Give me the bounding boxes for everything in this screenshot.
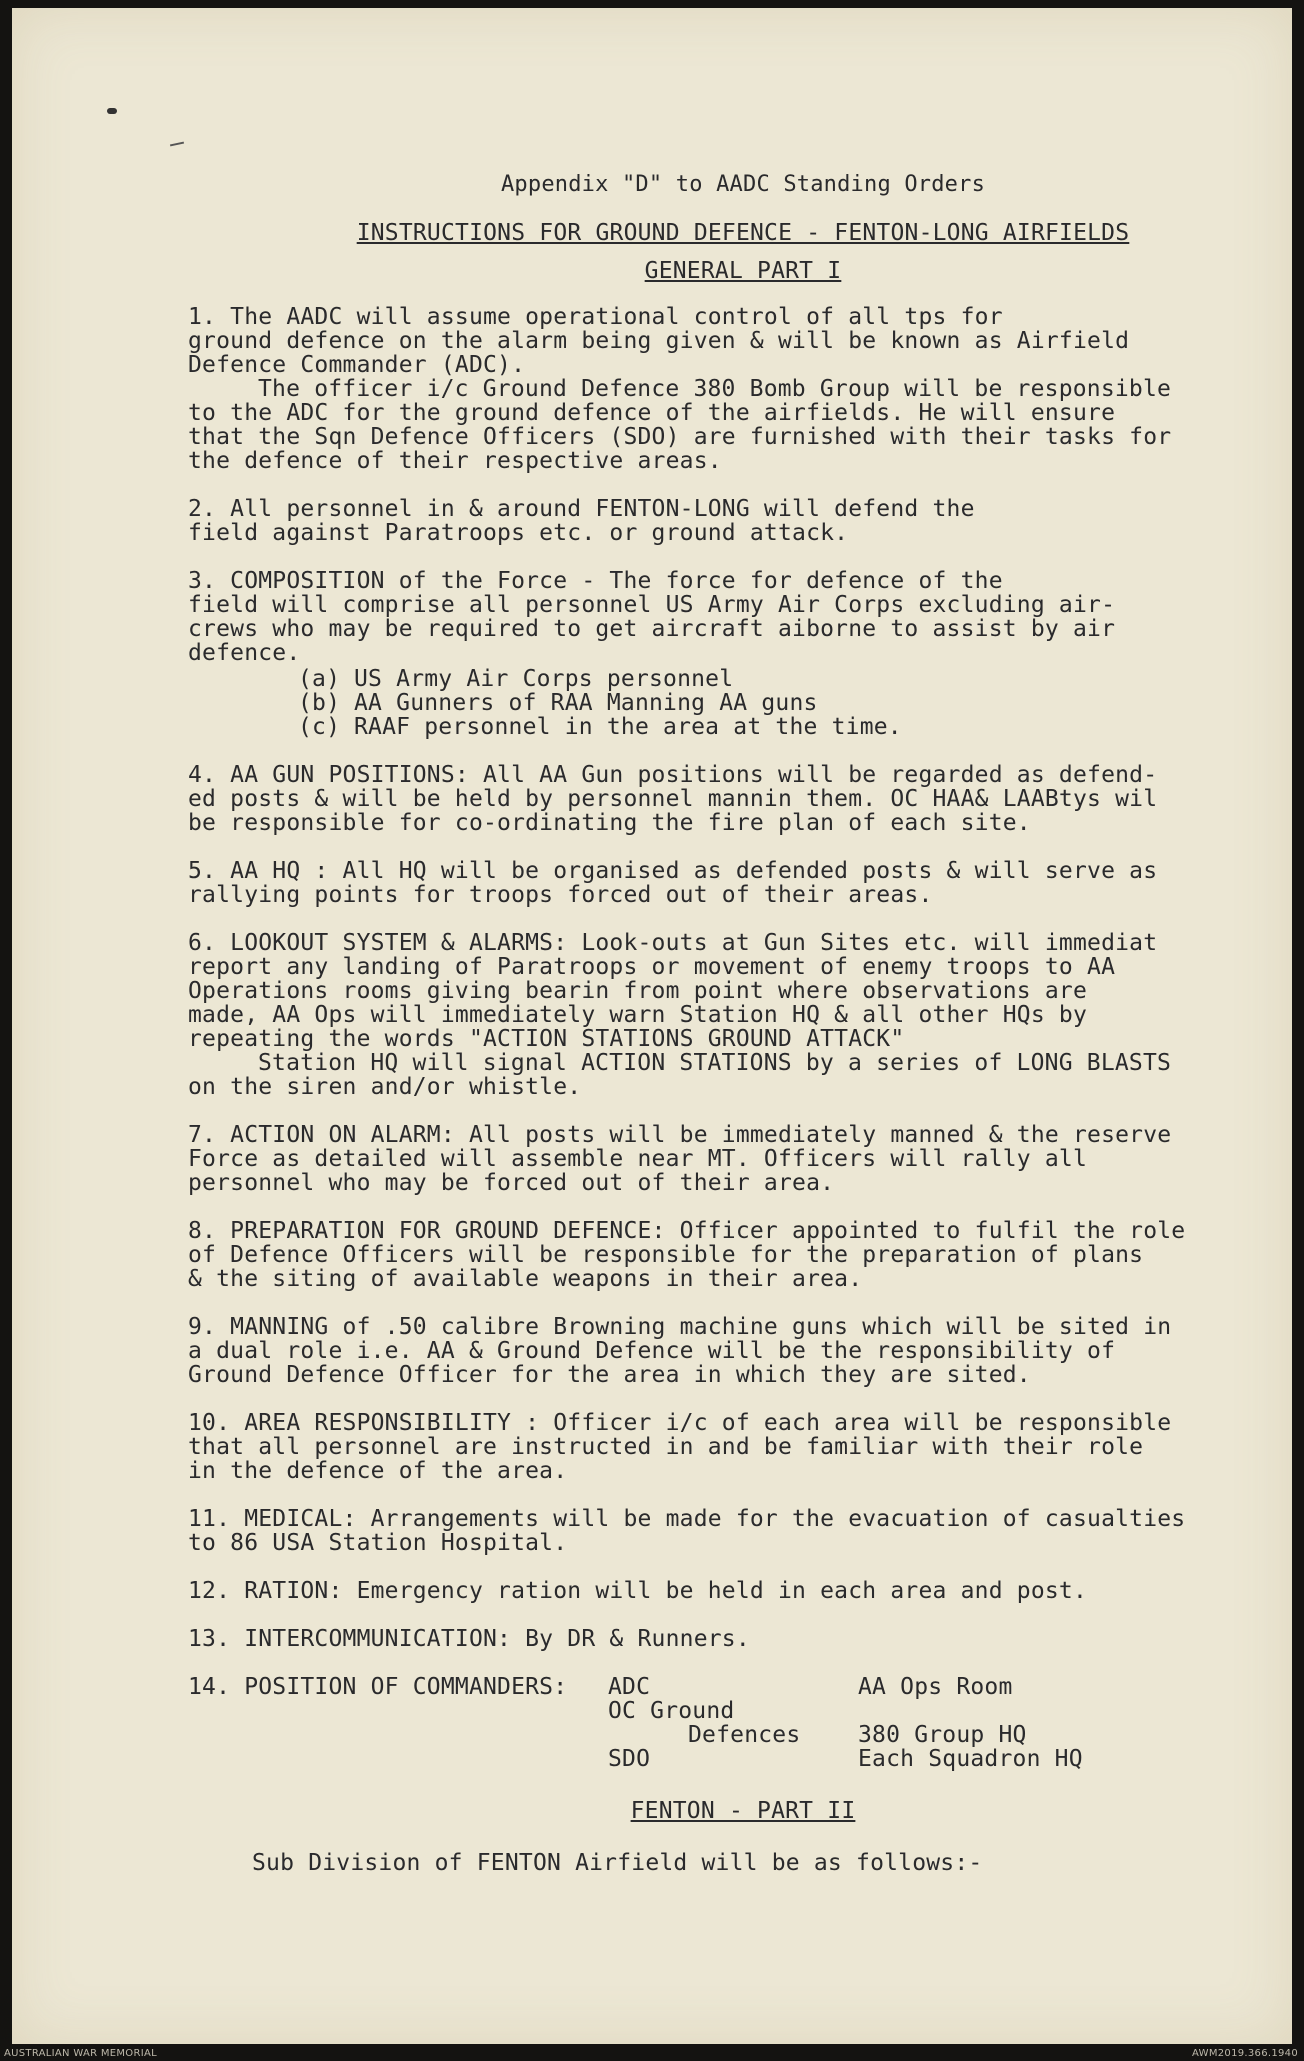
location-group-hq: 380 Group HQ — [858, 1722, 1027, 1748]
paragraph-line: ground defence on the alarm being given & will be known as Airfield — [188, 328, 1130, 354]
part-two-heading: FENTON - PART II — [630, 1798, 856, 1824]
subitem-list — [188, 667, 1258, 739]
paragraph-line: repeating the words "ACTION STATIONS GROUND ATTACK" — [188, 1026, 905, 1052]
paragraph-line: in the defence of the area. — [188, 1458, 568, 1484]
part-two-intro: Sub Division of FENTON Airfield will be as follows:- — [252, 1850, 983, 1876]
credit-accession: AWM2019.366.1940 — [1192, 2048, 1298, 2059]
subitem-label: (b) — [298, 690, 341, 716]
subitem-text: AA Gunners of RAA Manning AA guns — [354, 690, 818, 716]
credit-institution: AUSTRALIAN WAR MEMORIAL — [4, 2048, 157, 2059]
paragraph-line: The officer i/c Ground Defence 380 Bomb Group will be responsible — [258, 376, 1172, 402]
paragraph-line: to 86 USA Station Hospital. — [188, 1530, 568, 1556]
paragraph-line: 5. AA HQ : All HQ will be organised as defended posts & will serve as — [188, 858, 1158, 884]
commanders-block — [188, 1675, 1258, 1771]
paragraph-line: defence. — [188, 640, 301, 666]
location-aa-ops: AA Ops Room — [858, 1674, 1013, 1700]
paragraph-12 — [188, 1579, 1258, 1603]
paragraph-9 — [188, 1315, 1258, 1387]
paragraph-line: 12. RATION: Emergency ration will be held in each area and post. — [188, 1578, 1088, 1604]
paragraph-3 — [188, 569, 1258, 739]
paragraph-line: 1. The AADC will assume operational control of all tps for — [188, 304, 1003, 330]
appendix-heading: Appendix "D" to AADC Standing Orders — [500, 172, 986, 197]
location-blank — [858, 1699, 1128, 1723]
ink-speck — [107, 108, 117, 114]
role-sdo: SDO — [608, 1746, 651, 1772]
paragraph-8 — [188, 1219, 1258, 1291]
role-defences: Defences — [688, 1722, 801, 1748]
paragraph-line: a dual role i.e. AA & Ground Defence will be the responsibility of — [188, 1338, 1116, 1364]
role-adc: ADC — [608, 1674, 651, 1700]
paragraph-line: field against Paratroops etc. or ground attack. — [188, 520, 849, 546]
paragraph-10 — [188, 1411, 1258, 1483]
paragraph-list — [188, 305, 1258, 1651]
paragraph-line: 8. PREPARATION FOR GROUND DEFENCE: Officer appointed to fulfil the role — [188, 1218, 1186, 1244]
commanders-label: 14. POSITION OF COMMANDERS: — [188, 1674, 568, 1700]
paragraph-5 — [188, 859, 1258, 907]
paragraph-line: Station HQ will signal ACTION STATIONS by a series of LONG BLASTS — [258, 1050, 1172, 1076]
paragraph-line: 7. ACTION ON ALARM: All posts will be immediately manned & the reserve — [188, 1122, 1172, 1148]
subitem — [298, 715, 1258, 739]
paragraph-line: Defence Commander (ADC). — [188, 352, 526, 378]
paragraph-line: that the Sqn Defence Officers (SDO) are furnished with their tasks for — [188, 424, 1172, 450]
subitem-label: (c) — [298, 714, 341, 740]
commander-locations — [858, 1675, 1128, 1771]
paragraph-line: field will comprise all personnel US Army Air Corps excluding air- — [188, 592, 1116, 618]
paragraph-line: that all personnel are instructed in and be familiar with their role — [188, 1434, 1144, 1460]
role-oc-ground: OC Ground — [608, 1698, 735, 1724]
paragraph-1 — [188, 305, 1258, 473]
paragraph-line: of Defence Officers will be responsible for the preparation of plans — [188, 1242, 1144, 1268]
location-squadron-hq: Each Squadron HQ — [858, 1746, 1083, 1772]
paragraph-line: made, AA Ops will immediately warn Station HQ & all other HQs by — [188, 1002, 1088, 1028]
paragraph-line: Ground Defence Officer for the area in which they are sited. — [188, 1362, 1031, 1388]
paragraph-line: to the ADC for the ground defence of the airfields. He will ensure — [188, 400, 1116, 426]
typed-document — [188, 173, 1258, 1875]
commander-roles — [608, 1675, 858, 1771]
paragraph-line: rallying points for troops forced out of their areas. — [188, 882, 933, 908]
paragraph-line: 6. LOOKOUT SYSTEM & ALARMS: Look-outs at Gun Sites etc. will immediat — [188, 930, 1158, 956]
paragraph-line: personnel who may be forced out of their area. — [188, 1170, 835, 1196]
paragraph-4 — [188, 763, 1258, 835]
document-title: INSTRUCTIONS FOR GROUND DEFENCE - FENTON-LONG AIRFIELDS — [356, 220, 1130, 246]
paragraph-7 — [188, 1123, 1258, 1195]
paragraph-2 — [188, 497, 1258, 545]
part-one-heading: GENERAL PART I — [644, 258, 842, 284]
paragraph-11 — [188, 1507, 1258, 1555]
paragraph-line: crews who may be required to get aircraft aiborne to assist by air — [188, 616, 1116, 642]
subitem — [298, 691, 1258, 715]
paragraph-line: 2. All personnel in & around FENTON-LONG will defend the — [188, 496, 975, 522]
ink-mark — [170, 142, 184, 147]
document-page — [12, 8, 1292, 2044]
subitem-text: US Army Air Corps personnel — [354, 666, 734, 692]
paragraph-line: the defence of their respective areas. — [188, 448, 722, 474]
paragraph-line: 10. AREA RESPONSIBILITY : Officer i/c of each area will be responsible — [188, 1410, 1172, 1436]
paragraph-line: Operations rooms giving bearin from point where observations are — [188, 978, 1088, 1004]
subitem-text: RAAF personnel in the area at the time. — [354, 714, 902, 740]
paragraph-line: ed posts & will be held by personnel mannin them. OC HAA& LAABtys wil — [188, 786, 1158, 812]
paragraph-line: 11. MEDICAL: Arrangements will be made for the evacuation of casualties — [188, 1506, 1186, 1532]
paragraph-line: 13. INTERCOMMUNICATION: By DR & Runners. — [188, 1626, 750, 1652]
paragraph-13 — [188, 1627, 1258, 1651]
subitem — [298, 667, 1258, 691]
paragraph-line: report any landing of Paratroops or movement of enemy troops to AA — [188, 954, 1116, 980]
paragraph-line: Force as detailed will assemble near MT. Officers will rally all — [188, 1146, 1088, 1172]
paragraph-6 — [188, 931, 1258, 1099]
paragraph-line: 3. COMPOSITION of the Force - The force for defence of the — [188, 568, 1003, 594]
paragraph-line: & the siting of available weapons in their area. — [188, 1266, 863, 1292]
paragraph-line: be responsible for co-ordinating the fire plan of each site. — [188, 810, 1031, 836]
paragraph-line: on the siren and/or whistle. — [188, 1074, 582, 1100]
subitem-label: (a) — [298, 666, 341, 692]
paragraph-line: 4. AA GUN POSITIONS: All AA Gun positions will be regarded as defend- — [188, 762, 1158, 788]
paragraph-line: 9. MANNING of .50 calibre Browning machine guns which will be sited in — [188, 1314, 1172, 1340]
